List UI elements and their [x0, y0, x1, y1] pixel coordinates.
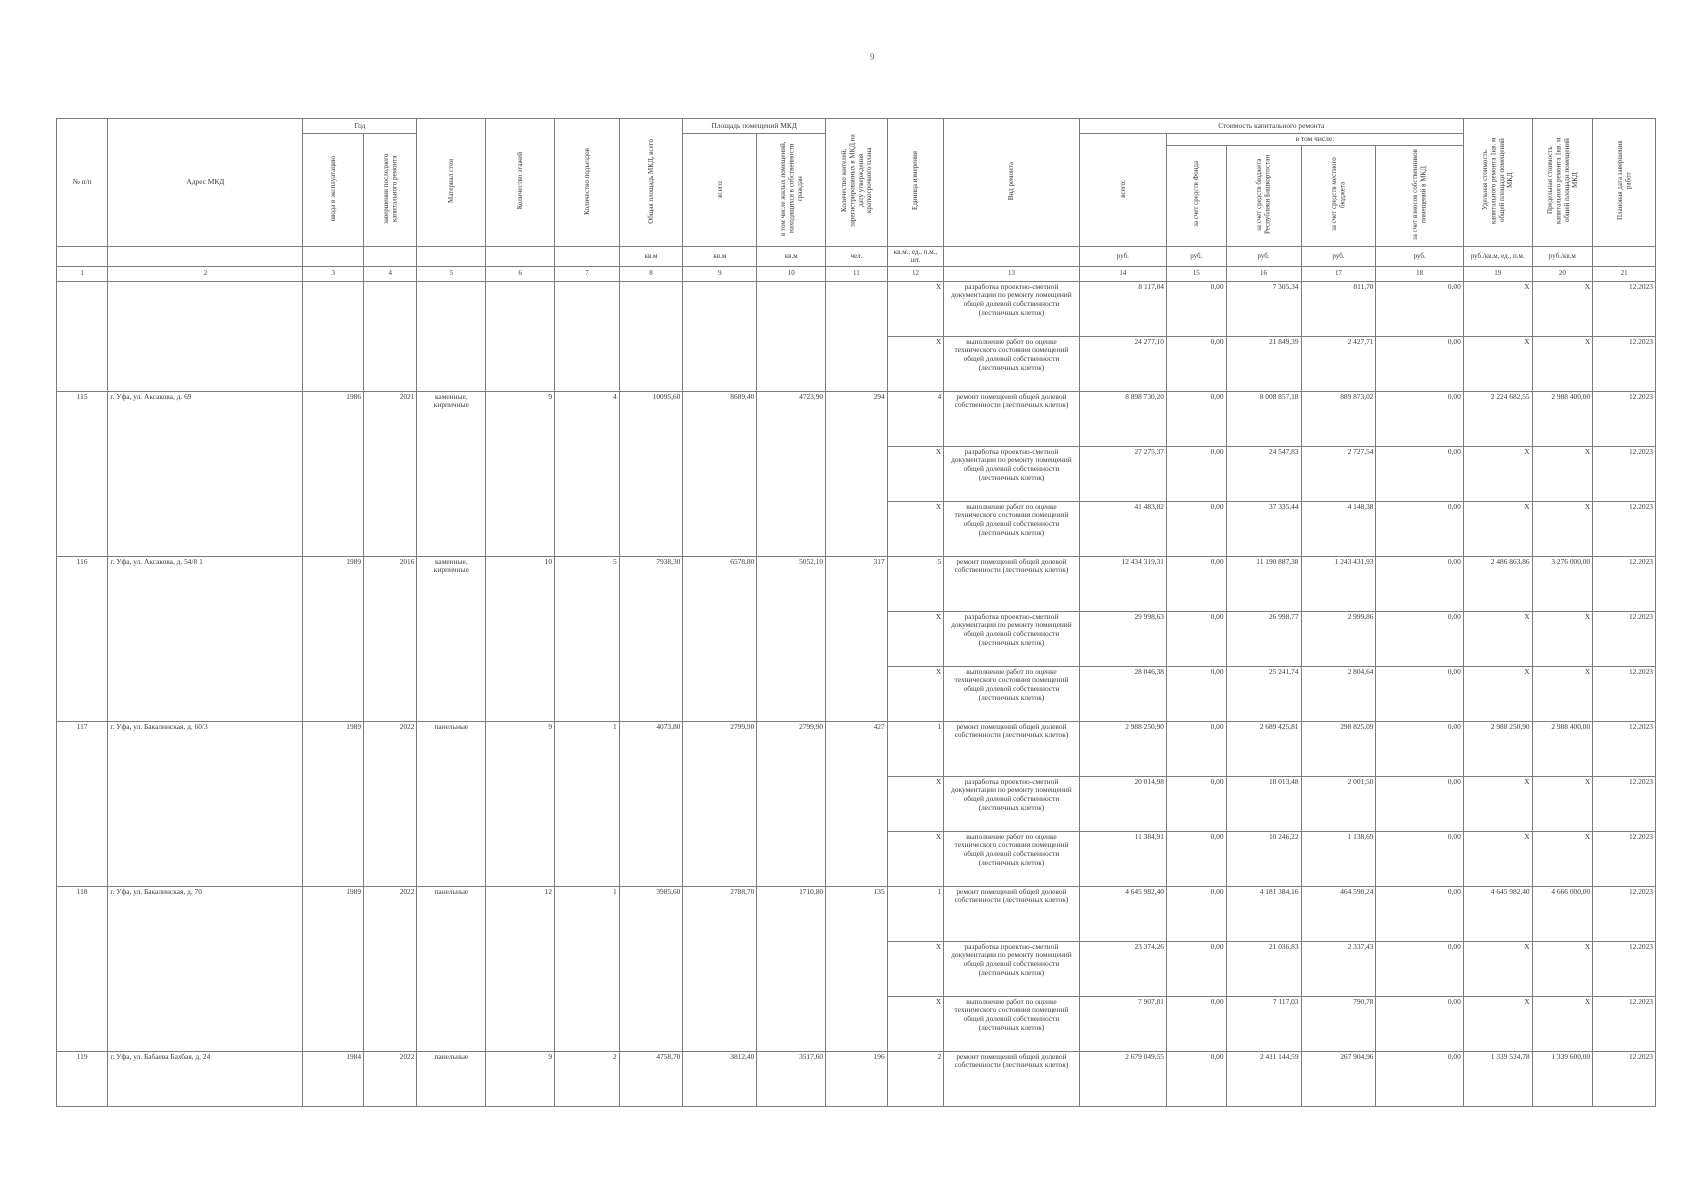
address-cell: г. Уфа, ул. Аксакова, д. 69: [108, 391, 303, 556]
specific-cost-cell: 2 224 682,55: [1463, 391, 1532, 446]
cost-fund-cell: 0,00: [1167, 721, 1227, 776]
col-header-cost-group: Стоимость капитального ремонта: [1079, 119, 1463, 134]
cost-owners-cell: 0,00: [1376, 281, 1463, 336]
floors-cell: 9: [486, 391, 555, 556]
cost-total-cell: 7 907,81: [1079, 996, 1166, 1051]
work-type-cell: выполнение работ по оценке технического состояния помещений общей долевой собственности (лестничных клеток): [944, 831, 1080, 886]
year-repair-cell: [364, 281, 417, 391]
num-cell: 115: [57, 391, 108, 556]
total-area-cell: 4758,70: [619, 1051, 683, 1106]
residents-cell: 317: [826, 556, 888, 721]
cost-local-cell: 2 999,86: [1301, 611, 1376, 666]
address-cell: г. Уфа, ул. Аксакова, д. 54/8 1: [108, 556, 303, 721]
column-number: 4: [364, 266, 417, 281]
cost-rb-cell: 21 036,83: [1226, 941, 1301, 996]
cost-total-cell: 12 434 319,31: [1079, 556, 1166, 611]
area-all-cell: 2788,70: [683, 886, 757, 1051]
cost-owners-cell: 0,00: [1376, 501, 1463, 556]
work-type-cell: разработка проектно-сметной документации по ремонту помещений общей долевой собственности (лестничных клеток): [944, 611, 1080, 666]
cost-fund-cell: 0,00: [1167, 1051, 1227, 1106]
cost-fund-cell: 0,00: [1167, 941, 1227, 996]
cost-rb-cell: 7 117,03: [1226, 996, 1301, 1051]
cost-owners-cell: 0,00: [1376, 611, 1463, 666]
max-cost-cell: X: [1532, 446, 1593, 501]
column-number: 12: [887, 266, 943, 281]
specific-cost-cell: X: [1463, 446, 1532, 501]
work-type-cell: выполнение работ по оценке технического состояния помещений общей долевой собственности (лестничных клеток): [944, 666, 1080, 721]
column-number: 17: [1301, 266, 1376, 281]
unit-cell: X: [887, 666, 943, 721]
floors-cell: 9: [486, 1051, 555, 1106]
area-all-cell: [683, 281, 757, 391]
unit-cell: [486, 246, 555, 266]
cost-owners-cell: 0,00: [1376, 941, 1463, 996]
area-resid-cell: 4723,90: [757, 391, 826, 556]
cost-total-cell: 2 679 049,55: [1079, 1051, 1166, 1106]
work-type-cell: ремонт помещений общей долевой собственности (лестничных клеток): [944, 391, 1080, 446]
cost-total-cell: 20 014,98: [1079, 776, 1166, 831]
col-header-incl: в том числе:: [1167, 134, 1464, 146]
col-header-total-area: Общая площадь МКД, всего: [619, 119, 683, 247]
column-number: 5: [417, 266, 486, 281]
area-resid-cell: 2799,90: [757, 721, 826, 886]
num-cell: 116: [57, 556, 108, 721]
work-type-cell: разработка проектно-сметной документации по ремонту помещений общей долевой собственности (лестничных клеток): [944, 446, 1080, 501]
area-resid-cell: 5052,10: [757, 556, 826, 721]
specific-cost-cell: 2 486 863,86: [1463, 556, 1532, 611]
cost-fund-cell: 0,00: [1167, 666, 1227, 721]
unit-cell: 2: [887, 1051, 943, 1106]
col-header-residents: Количество жителей, зарегистрированных в МКД на дату утверждения краткосрочного плана: [826, 119, 888, 247]
work-type-cell: ремонт помещений общей долевой собственности (лестничных клеток): [944, 1051, 1080, 1106]
planned-date-cell: 12.2023: [1593, 611, 1656, 666]
planned-date-cell: 12.2023: [1593, 446, 1656, 501]
area-all-cell: 8689,40: [683, 391, 757, 556]
year-repair-cell: 2021: [364, 391, 417, 556]
cost-rb-cell: 26 998,77: [1226, 611, 1301, 666]
max-cost-cell: X: [1532, 666, 1593, 721]
work-type-cell: ремонт помещений общей долевой собственности (лестничных клеток): [944, 556, 1080, 611]
cost-local-cell: 4 148,38: [1301, 501, 1376, 556]
col-header-year-last-repair: завершения последнего капитального ремонта: [364, 134, 417, 247]
total-area-cell: 3985,60: [619, 886, 683, 1051]
unit-label: руб.: [1226, 246, 1301, 266]
unit-cell: X: [887, 831, 943, 886]
unit-label: руб.: [1376, 246, 1463, 266]
column-number: 20: [1532, 266, 1593, 281]
col-header-max-cost: Предельная стоимость капитального ремонта 1кв. м общей площади помещений МКД: [1532, 119, 1593, 247]
unit-cell: X: [887, 336, 943, 391]
col-header-unit: Единица измерения: [887, 119, 943, 247]
unit-cell: X: [887, 941, 943, 996]
cost-owners-cell: 0,00: [1376, 391, 1463, 446]
cost-owners-cell: 0,00: [1376, 831, 1463, 886]
work-type-cell: ремонт помещений общей долевой собственности (лестничных клеток): [944, 721, 1080, 776]
cost-total-cell: 24 277,10: [1079, 336, 1166, 391]
cost-total-cell: 8 898 730,20: [1079, 391, 1166, 446]
column-number: 15: [1167, 266, 1227, 281]
max-cost-cell: X: [1532, 831, 1593, 886]
cost-fund-cell: 0,00: [1167, 996, 1227, 1051]
planned-date-cell: 12.2023: [1593, 336, 1656, 391]
max-cost-cell: X: [1532, 281, 1593, 336]
cost-owners-cell: 0,00: [1376, 996, 1463, 1051]
num-cell: 118: [57, 886, 108, 1051]
specific-cost-cell: X: [1463, 501, 1532, 556]
total-area-cell: 7938,30: [619, 556, 683, 721]
unit-cell: [944, 246, 1080, 266]
work-type-cell: выполнение работ по оценке технического состояния помещений общей долевой собственности (лестничных клеток): [944, 996, 1080, 1051]
material-cell: каменные, кирпичные: [417, 391, 486, 556]
cost-owners-cell: 0,00: [1376, 666, 1463, 721]
column-number: 18: [1376, 266, 1463, 281]
col-header-entrances: Количество подъездов: [555, 119, 620, 247]
unit-label: кв.м: [757, 246, 826, 266]
cost-total-cell: 2 988 250,90: [1079, 721, 1166, 776]
planned-date-cell: 12.2023: [1593, 941, 1656, 996]
residents-cell: 294: [826, 391, 888, 556]
unit-cell: [364, 246, 417, 266]
cost-local-cell: 298 825,09: [1301, 721, 1376, 776]
specific-cost-cell: 4 645 982,40: [1463, 886, 1532, 941]
planned-date-cell: 12.2023: [1593, 1051, 1656, 1106]
cost-total-cell: 29 998,63: [1079, 611, 1166, 666]
total-area-cell: [619, 281, 683, 391]
cost-fund-cell: 0,00: [1167, 336, 1227, 391]
work-type-cell: ремонт помещений общей долевой собственности (лестничных клеток): [944, 886, 1080, 941]
entrances-cell: 2: [555, 1051, 620, 1106]
year-repair-cell: 2022: [364, 721, 417, 886]
unit-cell: X: [887, 281, 943, 336]
year-built-cell: 1989: [303, 721, 364, 886]
max-cost-cell: X: [1532, 336, 1593, 391]
table-row: [57, 556, 1656, 611]
specific-cost-cell: X: [1463, 281, 1532, 336]
column-number: 9: [683, 266, 757, 281]
cost-total-cell: 27 275,37: [1079, 446, 1166, 501]
unit-label: кв.м: [619, 246, 683, 266]
address-cell: г. Уфа, ул. Бакалинская, д. 60/3: [108, 721, 303, 886]
column-number: 2: [108, 266, 303, 281]
residents-cell: [826, 281, 888, 391]
planned-date-cell: 12.2023: [1593, 666, 1656, 721]
specific-cost-cell: X: [1463, 666, 1532, 721]
planned-date-cell: 12.2023: [1593, 831, 1656, 886]
cost-local-cell: 267 904,96: [1301, 1051, 1376, 1106]
max-cost-cell: X: [1532, 941, 1593, 996]
cost-local-cell: 464 598,24: [1301, 886, 1376, 941]
col-header-planned-date: Плановая дата завершения работ: [1593, 119, 1656, 247]
unit-cell: 1: [887, 721, 943, 776]
residents-cell: 135: [826, 886, 888, 1051]
cost-total-cell: 28 046,38: [1079, 666, 1166, 721]
col-header-cost-owners: за счет взносов собственников помещений в МКД: [1376, 145, 1463, 246]
col-header-specific-cost: Удельная стоимость капитального ремонта 1кв. м общей площади помещений МКД: [1463, 119, 1532, 247]
table-row: [57, 886, 1656, 941]
cost-owners-cell: 0,00: [1376, 1051, 1463, 1106]
num-cell: 119: [57, 1051, 108, 1106]
cost-owners-cell: 0,00: [1376, 446, 1463, 501]
cost-rb-cell: 7 305,34: [1226, 281, 1301, 336]
col-header-cost-local: за счет средств местного бюджета: [1301, 145, 1376, 246]
area-all-cell: 2799,90: [683, 721, 757, 886]
col-header-area-resid: в том числе жилых помещений, находящихся в собственности граждан: [757, 134, 826, 247]
material-cell: панельные: [417, 886, 486, 1051]
work-type-cell: выполнение работ по оценке технического состояния помещений общей долевой собственности (лестничных клеток): [944, 336, 1080, 391]
cost-owners-cell: 0,00: [1376, 886, 1463, 941]
planned-date-cell: 12.2023: [1593, 556, 1656, 611]
cost-rb-cell: 11 190 887,38: [1226, 556, 1301, 611]
col-header-cost-total: всего:: [1079, 134, 1166, 247]
column-number: 10: [757, 266, 826, 281]
material-cell: панельные: [417, 1051, 486, 1106]
unit-cell: [303, 246, 364, 266]
total-area-cell: 4073,80: [619, 721, 683, 886]
residents-cell: 196: [826, 1051, 888, 1106]
column-number: 11: [826, 266, 888, 281]
year-built-cell: 1989: [303, 556, 364, 721]
floors-cell: 12: [486, 886, 555, 1051]
cost-fund-cell: 0,00: [1167, 831, 1227, 886]
planned-date-cell: 12.2023: [1593, 501, 1656, 556]
column-number: 3: [303, 266, 364, 281]
entrances-cell: 1: [555, 721, 620, 886]
unit-cell: X: [887, 501, 943, 556]
year-built-cell: 1984: [303, 1051, 364, 1106]
max-cost-cell: X: [1532, 776, 1593, 831]
address-cell: г. Уфа, ул. Бакалинская, д. 70: [108, 886, 303, 1051]
year-built-cell: 1986: [303, 391, 364, 556]
unit-cell: [1593, 246, 1656, 266]
cost-rb-cell: 4 181 384,16: [1226, 886, 1301, 941]
column-number: 7: [555, 266, 620, 281]
planned-date-cell: 12.2023: [1593, 776, 1656, 831]
entrances-cell: 4: [555, 391, 620, 556]
planned-date-cell: 12.2023: [1593, 996, 1656, 1051]
area-all-cell: 6578,80: [683, 556, 757, 721]
column-number: 19: [1463, 266, 1532, 281]
specific-cost-cell: 2 988 250,90: [1463, 721, 1532, 776]
col-header-address: Адрес МКД: [108, 119, 303, 247]
material-cell: каменные, кирпичные: [417, 556, 486, 721]
unit-cell: [555, 246, 620, 266]
cost-local-cell: 2 727,54: [1301, 446, 1376, 501]
max-cost-cell: X: [1532, 611, 1593, 666]
cost-fund-cell: 0,00: [1167, 886, 1227, 941]
cost-local-cell: 2 427,71: [1301, 336, 1376, 391]
column-number: 1: [57, 266, 108, 281]
area-resid-cell: 1710,80: [757, 886, 826, 1051]
cost-local-cell: 2 804,64: [1301, 666, 1376, 721]
work-type-cell: разработка проектно-сметной документации по ремонту помещений общей долевой собственности (лестничных клеток): [944, 941, 1080, 996]
cost-total-cell: 8 117,04: [1079, 281, 1166, 336]
page-number: 9: [870, 52, 875, 62]
cost-rb-cell: 21 849,39: [1226, 336, 1301, 391]
unit-cell: X: [887, 996, 943, 1051]
unit-label: кв.м., ед., п.м., шт.: [887, 246, 943, 266]
max-cost-cell: X: [1532, 501, 1593, 556]
specific-cost-cell: X: [1463, 336, 1532, 391]
table-body: [57, 281, 1656, 1106]
col-header-area-total: всего:: [683, 134, 757, 247]
entrances-cell: 1: [555, 886, 620, 1051]
unit-cell: [108, 246, 303, 266]
col-header-area-group: Площадь помещений МКД: [683, 119, 826, 134]
cost-local-cell: 1 243 431,93: [1301, 556, 1376, 611]
planned-date-cell: 12.2023: [1593, 281, 1656, 336]
unit-label: руб.: [1167, 246, 1227, 266]
table-row: [57, 721, 1656, 776]
unit-label: руб./кв.м: [1532, 246, 1593, 266]
unit-cell: 4: [887, 391, 943, 446]
cost-fund-cell: 0,00: [1167, 556, 1227, 611]
cost-fund-cell: 0,00: [1167, 501, 1227, 556]
planned-date-cell: 12.2023: [1593, 391, 1656, 446]
cost-local-cell: 2 001,50: [1301, 776, 1376, 831]
year-repair-cell: 2022: [364, 1051, 417, 1106]
work-type-cell: выполнение работ по оценке технического состояния помещений общей долевой собственности (лестничных клеток): [944, 501, 1080, 556]
column-number-row: [57, 266, 1656, 281]
floors-cell: 9: [486, 721, 555, 886]
cost-fund-cell: 0,00: [1167, 776, 1227, 831]
col-header-year-group: Год: [303, 119, 417, 134]
cost-rb-cell: 18 013,48: [1226, 776, 1301, 831]
cost-owners-cell: 0,00: [1376, 721, 1463, 776]
specific-cost-cell: X: [1463, 831, 1532, 886]
col-header-cost-fund: за счет средств Фонда: [1167, 145, 1227, 246]
cost-local-cell: 811,70: [1301, 281, 1376, 336]
column-number: 13: [944, 266, 1080, 281]
unit-cell: 1: [887, 886, 943, 941]
column-number: 8: [619, 266, 683, 281]
work-type-cell: разработка проектно-сметной документации по ремонту помещений общей долевой собственности (лестничных клеток): [944, 776, 1080, 831]
work-type-cell: разработка проектно-сметной документации по ремонту помещений общей долевой собственности (лестничных клеток): [944, 281, 1080, 336]
entrances-cell: 5: [555, 556, 620, 721]
unit-cell: X: [887, 776, 943, 831]
cost-local-cell: 2 337,43: [1301, 941, 1376, 996]
unit-label: руб.: [1079, 246, 1166, 266]
col-header-floors: Количество этажей: [486, 119, 555, 247]
planned-date-cell: 12.2023: [1593, 886, 1656, 941]
cost-rb-cell: 2 411 144,59: [1226, 1051, 1301, 1106]
year-built-cell: [303, 281, 364, 391]
max-cost-cell: X: [1532, 996, 1593, 1051]
col-header-wall-material: Материал стен: [417, 119, 486, 247]
cost-rb-cell: 25 241,74: [1226, 666, 1301, 721]
cost-local-cell: 790,78: [1301, 996, 1376, 1051]
cost-owners-cell: 0,00: [1376, 776, 1463, 831]
col-header-work-type: Вид ремонта: [944, 119, 1080, 247]
unit-cell: [57, 246, 108, 266]
col-header-year-commission: ввода в эксплуатацию: [303, 134, 364, 247]
unit-cell: [417, 246, 486, 266]
cost-total-cell: 23 374,26: [1079, 941, 1166, 996]
address-cell: г. Уфа, ул. Бабаева Бахбая, д. 24: [108, 1051, 303, 1106]
cost-local-cell: 1 138,69: [1301, 831, 1376, 886]
cost-fund-cell: 0,00: [1167, 281, 1227, 336]
cost-fund-cell: 0,00: [1167, 391, 1227, 446]
material-cell: [417, 281, 486, 391]
specific-cost-cell: X: [1463, 776, 1532, 831]
entrances-cell: [555, 281, 620, 391]
cost-total-cell: 41 483,82: [1079, 501, 1166, 556]
floors-cell: [486, 281, 555, 391]
unit-label: руб.: [1301, 246, 1376, 266]
max-cost-cell: 2 988 400,00: [1532, 391, 1593, 446]
specific-cost-cell: X: [1463, 996, 1532, 1051]
cost-rb-cell: 2 689 425,81: [1226, 721, 1301, 776]
capital-repair-table: [56, 118, 1656, 1107]
specific-cost-cell: X: [1463, 611, 1532, 666]
cost-rb-cell: 37 335,44: [1226, 501, 1301, 556]
floors-cell: 10: [486, 556, 555, 721]
address-cell: [108, 281, 303, 391]
specific-cost-cell: 1 339 524,78: [1463, 1051, 1532, 1106]
total-area-cell: 10095,60: [619, 391, 683, 556]
column-number: 14: [1079, 266, 1166, 281]
max-cost-cell: 4 666 000,00: [1532, 886, 1593, 941]
num-cell: 117: [57, 721, 108, 886]
cost-owners-cell: 0,00: [1376, 556, 1463, 611]
max-cost-cell: 2 988 400,00: [1532, 721, 1593, 776]
num-cell: [57, 281, 108, 391]
unit-label: руб./кв.м, ед., п.м.: [1463, 246, 1532, 266]
table-row: [57, 281, 1656, 336]
column-number: 6: [486, 266, 555, 281]
cost-rb-cell: 8 008 857,18: [1226, 391, 1301, 446]
area-resid-cell: 3517,60: [757, 1051, 826, 1106]
cost-rb-cell: 24 547,83: [1226, 446, 1301, 501]
unit-label: кв.м: [683, 246, 757, 266]
area-resid-cell: [757, 281, 826, 391]
year-repair-cell: 2016: [364, 556, 417, 721]
unit-cell: 5: [887, 556, 943, 611]
cost-local-cell: 889 873,02: [1301, 391, 1376, 446]
cost-fund-cell: 0,00: [1167, 611, 1227, 666]
year-repair-cell: 2022: [364, 886, 417, 1051]
cost-fund-cell: 0,00: [1167, 446, 1227, 501]
cost-rb-cell: 10 246,22: [1226, 831, 1301, 886]
unit-cell: X: [887, 611, 943, 666]
cost-total-cell: 4 645 982,40: [1079, 886, 1166, 941]
unit-cell: X: [887, 446, 943, 501]
material-cell: панельные: [417, 721, 486, 886]
max-cost-cell: 3 276 000,00: [1532, 556, 1593, 611]
table-row: [57, 1051, 1656, 1106]
column-number: 16: [1226, 266, 1301, 281]
max-cost-cell: 1 339 600,00: [1532, 1051, 1593, 1106]
specific-cost-cell: X: [1463, 941, 1532, 996]
column-number: 21: [1593, 266, 1656, 281]
residents-cell: 427: [826, 721, 888, 886]
cost-total-cell: 11 384,91: [1079, 831, 1166, 886]
year-built-cell: 1989: [303, 886, 364, 1051]
area-all-cell: 3812,40: [683, 1051, 757, 1106]
unit-label: чел.: [826, 246, 888, 266]
col-header-cost-rb: за счет средств бюджета Республики Башкортостан: [1226, 145, 1301, 246]
col-header-num: № п/п: [57, 119, 108, 247]
cost-owners-cell: 0,00: [1376, 336, 1463, 391]
table-row: [57, 391, 1656, 446]
planned-date-cell: 12.2023: [1593, 721, 1656, 776]
